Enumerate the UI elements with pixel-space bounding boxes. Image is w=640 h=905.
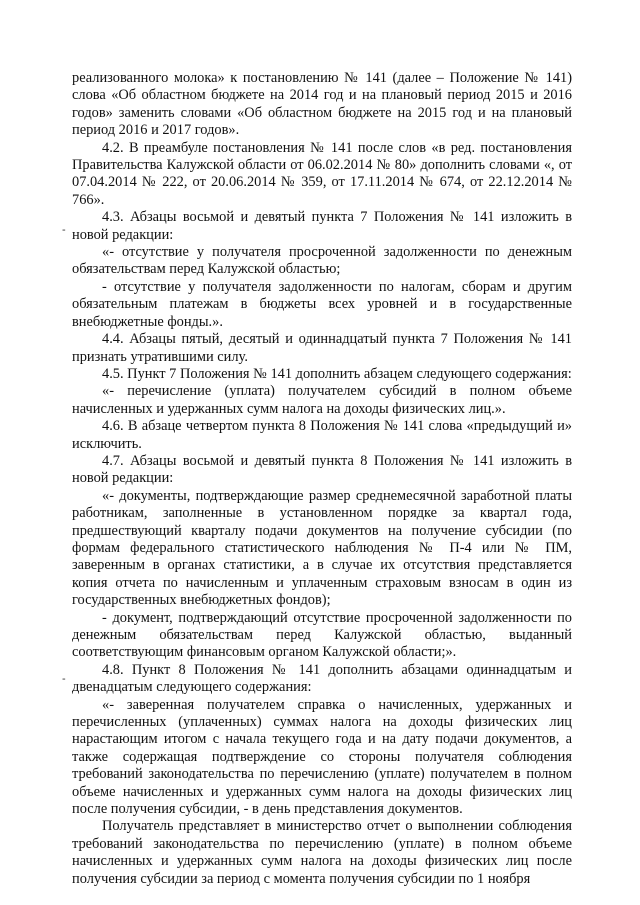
paragraph-4-7-item-1: «- документы, подтверждающие размер среднемесячной заработной платы работникам, заполненные в установленном порядке за квартал года, предшествующий кварталу подачи документов на получение субсидии (по формам федерального статистического наблюдения № П-4 или № ПМ, заверенным в органах статистики, а в случае их отсутствия представляется копия отчета по начисленным и уплаченным страховым взносам в один из государственных внебюджетных фондов);: [72, 487, 572, 609]
paragraph-4-4: 4.4. Абзацы пятый, десятый и одиннадцатый пункта 7 Положения № 141 признать утратившими силу.: [72, 331, 572, 365]
paragraph-recipient-report: Получатель представляет в министерство отчет о выполнении соблюдения требований законодательства по перечислению (уплате) в полном объеме начисленных и удержанных сумм налога на доходы физических лиц после получения субсидии за период с момента получения субсидии по 1 ноября: [72, 818, 572, 887]
paragraph-4-3: 4.3. Абзацы восьмой и девятый пункта 7 Положения № 141 изложить в новой редакции:: [72, 209, 572, 243]
paragraph-4-8: 4.8. Пункт 8 Положения № 141 дополнить абзацами одиннадцатым и двенадцатым следующего содержания:: [72, 661, 572, 696]
paragraph-4-3-item-1: «- отсутствие у получателя просроченной задолженности по денежным обязательствам перед Калужской областью;: [72, 244, 572, 278]
margin-mark: -: [62, 224, 66, 236]
paragraph-4-7: 4.7. Абзацы восьмой и девятый пункта 8 Положения № 141 изложить в новой редакции:: [72, 452, 572, 487]
paragraph-4-3-item-2: - отсутствие у получателя задолженности по налогам, сборам и другим обязательным платежам в бюджеты всех уровней и в государственные внебюджетные фонды.».: [72, 278, 572, 330]
paragraph-4-6: 4.6. В абзаце четвертом пункта 8 Положения № 141 слова «предыдущий и» исключить.: [72, 418, 572, 452]
paragraph-4-5: 4.5. Пункт 7 Положения № 141 дополнить абзацем следующего содержания:: [102, 365, 572, 382]
paragraph-4-8-item: «- заверенная получателем справка о начисленных, удержанных и перечисленных (уплаченных) суммах налога на доходы физических лиц нарастающим итогом с начала текущего года и на дату подачи документов, а также содержащая подтверждение со стороны получателя соблюдения требований законодательства по перечислению (уплате) получателем в полном объеме начисленных и удержанных сумм налога на доходы физических лиц после получения субсидии, - в день представления документов.: [72, 696, 572, 818]
margin-mark: -: [62, 673, 66, 685]
paragraph-4-2: 4.2. В преамбуле постановления № 141 после слов «в ред. постановления Правительства Калужской области от 06.02.2014 № 80» дополнить словами «, от 07.04.2014 № 222, от 20.06.2014 № 359, от 17.11.2014 № 674, от 22.12.2014 № 766».: [72, 139, 572, 208]
paragraph-continuation: реализованного молока» к постановлению № 141 (далее – Положение № 141) слова «Об областном бюджете на 2014 год и на плановый период 2015 и 2016 годов» заменить словами «Об областном бюджете на 2015 год и на плановый период 2016 и 2017 годов».: [72, 70, 572, 139]
paragraph-4-7-item-2: - документ, подтверждающий отсутствие просроченной задолженности по денежным обязательствам перед Калужской областью, выданный соответствующим финансовым органом Калужской области;».: [72, 609, 572, 661]
paragraph-4-5-item: «- перечисление (уплата) получателем субсидий в полном объеме начисленных и удержанных сумм налога на доходы физических лиц.».: [72, 383, 572, 417]
document-body: [72, 70, 572, 888]
